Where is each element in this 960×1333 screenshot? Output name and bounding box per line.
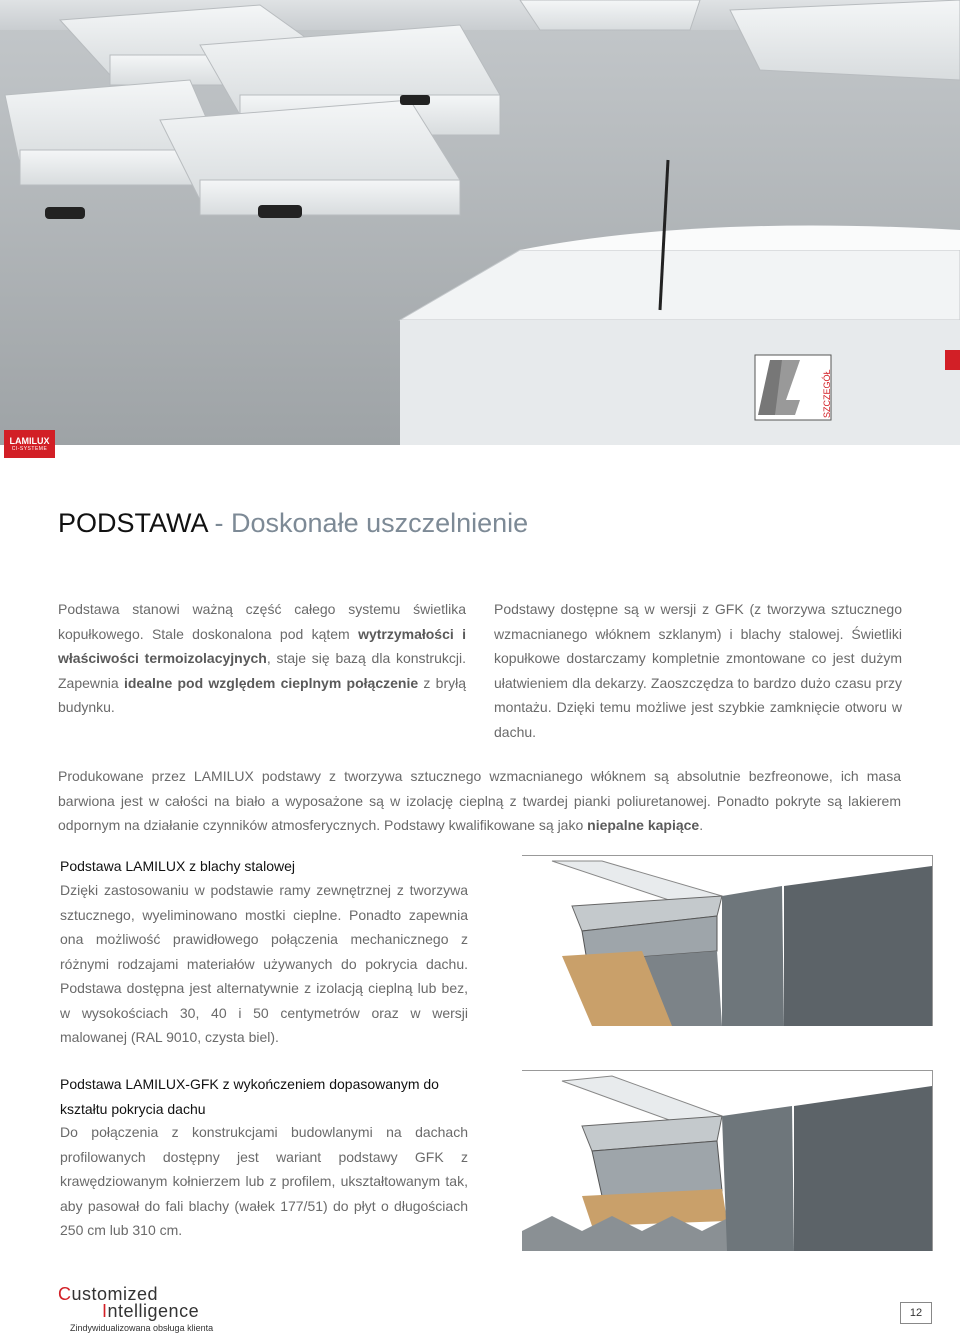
full-paragraph bbox=[58, 764, 901, 838]
intro-right: Podstawy dostępne są w wersji z GFK (z tworzywa sztucznego wzmacnianego włóknem szklanym) i blachy stalowej. Świetliki kopułkowe dostarczamy kompletnie zmontowane co jest dużym ułatwieniem dla dekarzy. Zaoszczędza to bardzo dużo czasu przy montażu. Dzięki temu możliwe jest szybkie zamknięcie otworu w dachu. bbox=[494, 601, 902, 740]
section2-heading: Podstawa LAMILUX-GFK z wykończeniem dopasowanym do kształtu pokrycia dachu bbox=[60, 1076, 439, 1117]
intro-left-text-3: z bryłą budynku. bbox=[58, 674, 467, 715]
logo-sub: CI-SYSTEME bbox=[11, 446, 48, 452]
ci-c-rest: ustomized bbox=[71, 1284, 159, 1304]
page-title bbox=[58, 508, 528, 539]
gfk-base-diagram bbox=[522, 1070, 933, 1251]
full-para-text-1: Produkowane przez LAMILUX podstawy z tworzywa sztucznego wzmacnianego włóknem są absolutnie bezfreonowe, ich masa barwiona jest w całości na biało a wyposażone są w izolację cieplną z twardej pianki poliuretanowej. Ponadto pokryte są lakierem odpornym na działanie czynników atmosferycznych. Podstawy kwalifikowane są jako bbox=[58, 768, 901, 833]
intro-left bbox=[58, 597, 466, 720]
logo-brand: LAMILUX bbox=[9, 436, 50, 446]
intro-left-bold-2: idealne pod względem cieplnym połączenie bbox=[123, 674, 419, 691]
steel-base-diagram bbox=[522, 855, 933, 1026]
hero-photo bbox=[0, 0, 960, 445]
section2-body: Do połączenia z konstrukcjami budowlanymi na dachach profilowanych dostępny jest wariant podstawy GFK z krawędziowanym kołnierzem lub z profilem, ukształtowanym tak, aby pasował do fali blachy (wałek 177/51) do płyt o długościach 250 cm lub 310 cm. bbox=[60, 1124, 468, 1238]
ci-i-letter: I bbox=[102, 1301, 108, 1321]
ci-i-rest: ntelligence bbox=[107, 1301, 200, 1321]
ci-c-letter: C bbox=[58, 1284, 72, 1304]
roof-illustration bbox=[0, 0, 960, 445]
ci-tagline: Zindywidualizowana obsługa klienta bbox=[70, 1323, 214, 1333]
intro-left-text-2: , staje się bazą dla konstrukcji. Zapewnia bbox=[58, 650, 466, 691]
section1-heading: Podstawa LAMILUX z blachy stalowej bbox=[60, 858, 295, 874]
full-para-bold: niepalne kapiące bbox=[587, 817, 700, 833]
section1-body: Dzięki zastosowaniu w podstawie ramy zewnętrznej z tworzywa sztucznego, wyeliminowano mostki cieplne. Ponadto zapewnia ona możliwość prawidłowego połączenia mechanicznego z różnymi rodzajami materiałów używanych do pokrycia dachu. Podstawa dostępna jest alternatywnie z izolacją cieplną lub bez, w wysokościach 30, 40 i 50 centymetrów oraz w wersji malowanej (RAL 9010, czysta biel). bbox=[60, 882, 468, 1045]
lamilux-logo bbox=[4, 430, 55, 458]
full-para-text-2: . bbox=[699, 817, 704, 833]
badge-text: SZCZEGÓŁ bbox=[822, 369, 832, 418]
title-sub: - Doskonałe uszczelnienie bbox=[207, 508, 529, 538]
title-main: PODSTAWA bbox=[58, 508, 208, 538]
page-number: 12 bbox=[900, 1302, 932, 1324]
intro-left-bold-1: wytrzymałości i właściwości termoizolacyjnych bbox=[58, 625, 466, 666]
intro-left-text-1: Podstawa stanowi ważną część całego systemu świetlika kopułkowego. Stale doskonalona pod kątem bbox=[58, 601, 466, 642]
detail-badge bbox=[755, 355, 831, 420]
customized-intelligence-logo bbox=[58, 1284, 213, 1333]
